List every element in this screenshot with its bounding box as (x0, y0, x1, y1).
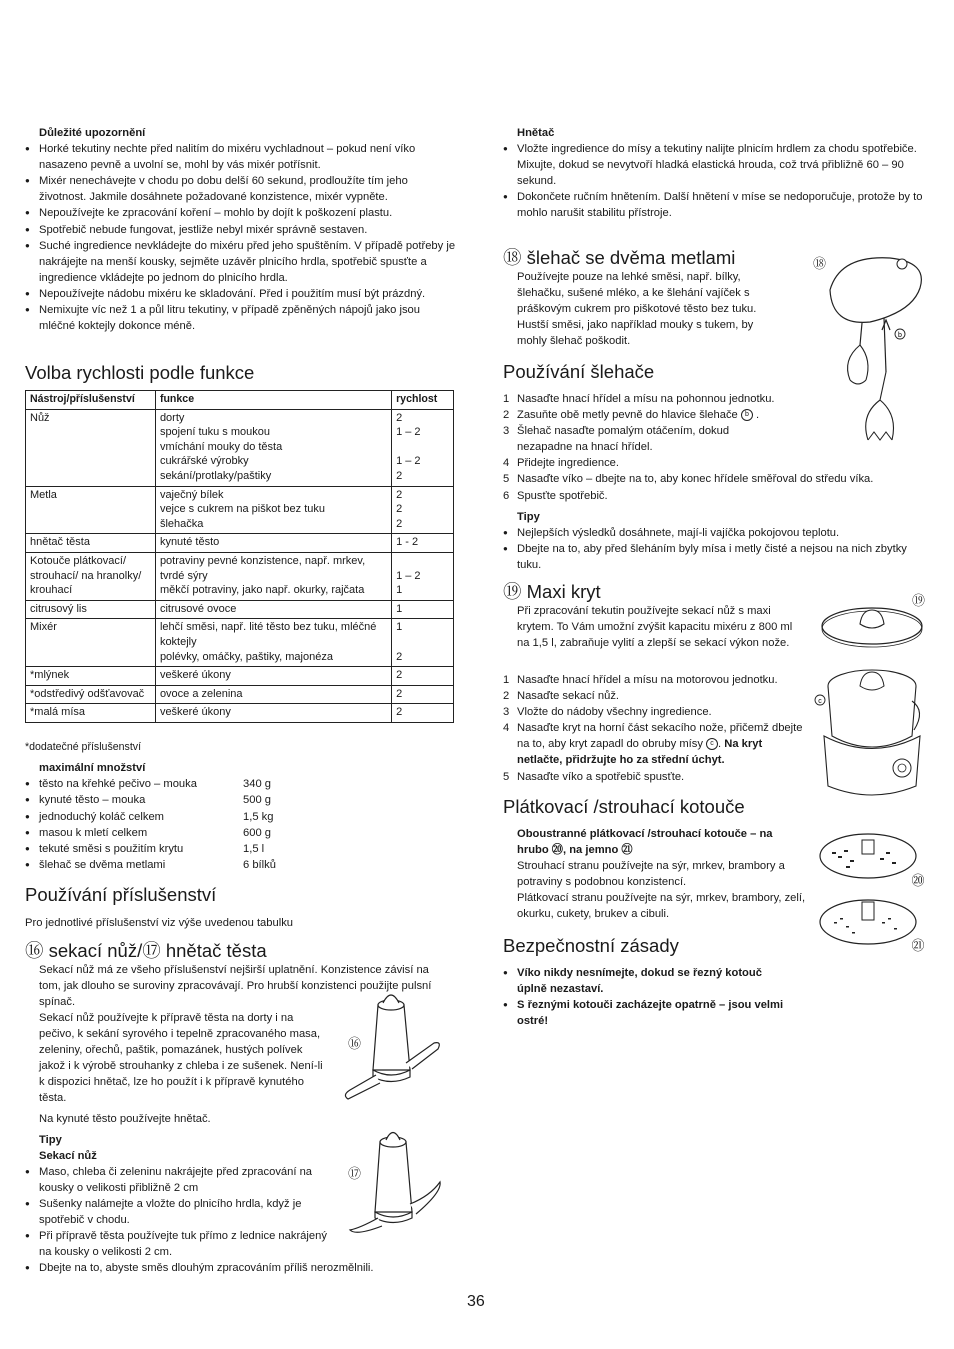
dough-tool-illustration (342, 1122, 447, 1242)
table-row (26, 704, 454, 723)
table-row (26, 486, 454, 534)
maxi-heading: ⑲ Maxi kryt (503, 581, 601, 602)
table-row (26, 534, 454, 553)
step-item: 4 Nasaďte kryt na horní část sekacího nože, přičemž dbejte na to, aby kryt zapadl do obruby mísy c . Na kryt netlačte, přidržujte ho za střední úchyt. (503, 722, 803, 767)
step-item: 5 Nasaďte víko a spotřebič spusťte. (503, 770, 685, 783)
max-value: 1,5 l (243, 842, 265, 855)
table-cell: 2 (392, 667, 454, 686)
page-number: 36 (467, 1293, 485, 1310)
whisk-use-heading: Používání šlehače (503, 361, 655, 382)
knife-p1: Sekací nůž má ze všeho příslušenství nejširší uplatnění. Konzistence závisí na tom, jak dlouho se suroviny zpracovávají. Pro hrubší konzistenci použijte pulsní spínač. (39, 964, 432, 1009)
table-cell: 1 – 2 1 (392, 552, 454, 600)
tip-item: ● Dbejte na to, aby před šleháním byly mísa i metly čisté a nejsou na nich zbytky tuku. (503, 541, 908, 573)
table-cell: potraviny pevné konzistence, např. mrkev, tvrdé sýry měkčí potraviny, jako např. okurky, rajčata (155, 552, 391, 600)
label-17: ⑰ (348, 1166, 362, 1181)
maxi-text: Při zpracování tekutin používejte sekací nůž s maxi krytem. To Vám umožní zvýšit kapacitu mixéru z 800 ml na 1,5 l, zabraňuje vylití a zlepší se sekací výkon nože. (517, 605, 793, 650)
step-item: 5 Nasaďte víko – dbejte na to, aby konec hřídele směřoval do středu víka. (503, 473, 874, 486)
max-value: 500 g (243, 794, 271, 807)
accessories-intro: Pro jednotlivé příslušenství viz výše uvedenou tabulku (25, 917, 294, 929)
speed-heading: Volba rychlosti podle funkce (25, 362, 255, 383)
step-item: 2 Nasaďte sekací nůž. (503, 690, 620, 703)
table-cell: hnětač těsta (26, 534, 156, 553)
step-text: Spusťte spotřebič. (517, 489, 608, 502)
max-value: 340 g (243, 778, 271, 791)
table-header: Nástroj/příslušenství (26, 391, 156, 410)
warning-item: ● Suché ingredience nevkládejte do mixéru před jeho spuštěním. V případě potřeby je nakrájejte na menší kousky, sejměte uzávěr plnicího hrdla, spotřebič spusťte a ingredience vkládejte po jednom do plnicího hrdla. (25, 238, 457, 286)
step-text: Nasaďte kryt na horní část sekacího nože, přičemž dbejte na to, aby kryt zapadl do obruby mísy (517, 722, 803, 751)
max-quantities (25, 760, 345, 873)
step-text: Zasuňte obě metly pevně do hlavice šlehače (517, 409, 738, 422)
safety-list (503, 965, 793, 1029)
label-20: ⑳ (911, 874, 925, 889)
tips-title: Tipy (39, 1134, 62, 1146)
table-row (26, 667, 454, 686)
step-item: 1 Nasaďte hnací hřídel a mísu na pohonnou jednotku. (503, 393, 775, 405)
table-row (26, 600, 454, 619)
kneader-extra: Mixujte, dokud se nevytvoří hladká elastická hrouda, což trvá přibližně 60 – 90 sekund. (517, 159, 904, 188)
kneader-title: Hnětač (517, 127, 555, 139)
ref-c: c (706, 738, 718, 750)
list-item (25, 792, 345, 808)
label-16: ⑯ (348, 1036, 362, 1051)
max-label: šlehač se dvěma metlami (39, 859, 166, 872)
step-item: 1 Nasaďte hnací hřídel a mísu na motorovou jednotku. (503, 674, 778, 686)
table-cell: veškeré úkony (155, 704, 391, 723)
list-item (25, 857, 345, 873)
chopping-knife-illustration (338, 985, 448, 1115)
step-text: Vložte do nádoby všechny ingredience. (517, 706, 712, 719)
discs-title: Oboustranné plátkovací /strouhací kotouče – na hrubo ⑳, na jemno ㉑ (517, 828, 773, 857)
table-cell: *malá mísa (26, 704, 156, 723)
max-label: masou k mletí celkem (39, 826, 148, 839)
step-text: Nasaďte víko a spotřebič spusťte. (517, 770, 685, 783)
max-value: 600 g (243, 826, 271, 839)
list-item (25, 809, 345, 825)
table-cell: Kotouče plátkovací/ strouhací/ na hranolky/ krouhací (26, 552, 156, 600)
knife-heading: ⑯ sekací nůž/⑰ hnětač těsta (25, 940, 267, 961)
table-cell: 2 1 – 2 1 – 2 2 (392, 409, 454, 486)
step-text: Nasaďte víko – dbejte na to, aby konec hřídele směřoval do středu víka. (517, 473, 874, 486)
tip-item: ● Při přípravě těsta používejte tuk přímo z lednice nakrájený na kousky o velikosti 2 cm. (25, 1228, 330, 1260)
max-label: těsto na křehké pečivo – mouka (39, 778, 197, 791)
maxi-steps (503, 672, 803, 785)
max-label: tekuté směsi s použitím krytu (39, 842, 184, 855)
max-value: 6 bílků (243, 859, 276, 872)
step-item: 3 Vložte do nádoby všechny ingredience. (503, 706, 712, 719)
tips-subtitle: Sekací nůž (39, 1150, 97, 1162)
tip-item: ● Nejlepších výsledků dosáhnete, mají-li vajíčka pokojovou teplotu. (503, 525, 908, 541)
step-item: 6 Spusťte spotřebič. (503, 489, 608, 502)
table-cell: kynuté těsto (155, 534, 391, 553)
table-cell: 1 (392, 600, 454, 619)
list-item (25, 841, 345, 857)
table-row (26, 619, 454, 667)
knife-tips (25, 1164, 330, 1261)
tip-item: ● Maso, chleba či zeleninu nakrájejte před zpracování na kousky o velikosti přibližně 2 cm (25, 1164, 330, 1196)
warnings-section (25, 125, 457, 334)
kneader-item: ● Vložte ingredience do mísy a tekutiny nalijte plnicím hrdlem za chodu spotřebiče. (503, 141, 931, 157)
warning-item: ● Spotřebič nebude fungovat, jestliže nebyl mixér správně sestaven. (25, 222, 457, 238)
table-cell: vaječný bílek vejce s cukrem na piškot bez tuku šlehačka (155, 486, 391, 534)
max-label: jednoduchý koláč celkem (39, 810, 164, 823)
warning-item: ● Nepoužívejte nádobu mixéru ke skladování. Před i použitím musí být prázdný. (25, 286, 457, 302)
tip-item: ● Dbejte na to, abyste směs dlouhým zpracováním příliš nerozmělnili. (25, 1260, 445, 1276)
table-cell: citrusový lis (26, 600, 156, 619)
table-row (26, 552, 454, 600)
max-title: maximální množství (39, 762, 146, 774)
label-19: ⑲ (912, 593, 926, 608)
step-text: Šlehač nasaďte pomalým otáčením, dokud nezapadne na hnací hřídel. (517, 425, 730, 454)
table-header: rychlost (392, 391, 454, 410)
label-21: ㉑ (911, 939, 925, 954)
table-cell: 2 2 2 (392, 486, 454, 534)
step-text: Nasaďte sekací nůž. (517, 690, 620, 703)
step-item: 2 Zasuňte obě metly pevně do hlavice šlehače b . (503, 409, 760, 422)
warnings-title: Důležité upozornění (39, 127, 146, 139)
list-item (25, 776, 345, 792)
whisk-use-steps (503, 391, 923, 504)
table-cell: Nůž (26, 409, 156, 486)
whisk-tips (503, 525, 908, 573)
kneader-section (503, 125, 931, 222)
safety-item: ● Víko nikdy nesnímejte, dokud se řezný kotouč úplně nezastaví. (503, 965, 793, 997)
discs-heading: Plátkovací /strouhací kotouče (503, 796, 745, 817)
safety-item: ● S řeznými kotouči zacházejte opatrně – jsou velmi ostré! (503, 997, 793, 1029)
maxi-cover-illustration (810, 596, 934, 806)
table-cell: citrusové ovoce (155, 600, 391, 619)
table-cell: dorty spojení tuku s moukou vmíchání mouky do těsta cukrářské výrobky sekání/protlaky/paštiky (155, 409, 391, 486)
accessories-heading: Používání příslušenství (25, 884, 217, 905)
whisk-text: Používejte pouze na lehké směsi, např. bílky, šlehačku, sušené mléko, a ke šlehání vajíček s práškovým cukrem pro piškotové těsto bez tuku. Hustší směsi, jako například mouky s tukem, by mohly šlehač poškodit. (517, 271, 757, 348)
discs-illustration (816, 822, 931, 958)
step-text: Nasaďte hnací hřídel a mísu na motorovou jednotku. (517, 674, 778, 686)
table-cell: lehčí směsi, např. lité těsto bez tuku, mléčné koktejly polévky, omáčky, paštiky, majonéza (155, 619, 391, 667)
max-value: 1,5 kg (243, 810, 274, 823)
table-cell: Mixér (26, 619, 156, 667)
whisk-tips-title: Tipy (517, 511, 540, 523)
table-header: funkce (155, 391, 391, 410)
label-18: ⑱ (813, 256, 827, 271)
knife-p3: Na kynuté těsto používejte hnětač. (39, 1113, 211, 1125)
step-text: Přidejte ingredience. (517, 457, 619, 470)
tip-item: ● Sušenky nalámejte a vložte do plnicího hrdla, když je spotřebič v chodu. (25, 1196, 330, 1228)
max-label: kynuté těsto – mouka (39, 794, 146, 807)
warning-item: ● Nepoužívejte ke zpracování koření – mohlo by dojít k poškození plastu. (25, 205, 457, 221)
step-item: 3 Šlehač nasaďte pomalým otáčením, dokud nezapadne na hnací hřídel. (503, 425, 730, 454)
table-cell: 1 2 (392, 619, 454, 667)
maxi-c-label: c (818, 698, 822, 705)
table-row (26, 685, 454, 704)
knife-p2: Sekací nůž používejte k přípravě těsta na dorty i na pečivo, k sekání syrového i tepelně zpracovaného masa, zeleniny, ořechů, paštik, pomazánek, hustých polívek jakož i k výrobě strouhanky z chleba i ze sušenek. Není-li k dispozici hnětač, lze ho použít i k přípravě kynutého těsta. (39, 1012, 323, 1105)
table-cell: 1 - 2 (392, 534, 454, 553)
whisk-heading: ⑱ šlehač se dvěma metlami (503, 247, 736, 268)
safety-heading: Bezpečnostní zásady (503, 935, 679, 956)
discs-p2: Plátkovací stranu používejte na sýr, mrkev, brambory, zelí, okurku, cukety, brukev a cibuli. (517, 892, 806, 921)
ref-b: b (741, 409, 753, 421)
table-cell: *odstředivý odšťavovač (26, 685, 156, 704)
table-cell: veškeré úkony (155, 667, 391, 686)
table-cell: 2 (392, 704, 454, 723)
whisk-b-label: b (898, 332, 902, 339)
table-row (26, 409, 454, 486)
table-footnote: *dodatečné příslušenství (25, 741, 142, 753)
list-item (25, 825, 345, 841)
speed-table (25, 390, 454, 723)
step-text: Nasaďte hnací hřídel a mísu na pohonnou jednotku. (517, 393, 775, 405)
table-cell: Metla (26, 486, 156, 534)
knife-tips-last (25, 1260, 445, 1276)
table-header-row (26, 391, 454, 410)
discs-p1: Strouhací stranu používejte na sýr, mrkev, brambory a potraviny s podobnou konzistencí. (517, 860, 785, 889)
warning-item: ● Horké tekutiny nechte před nalitím do mixéru vychladnout – pokud není víko nasazeno pevně a uvolní se, mohl by vás mixér potřísnit. (25, 141, 457, 173)
kneader-item: ● Dokončete ručním hnětením. Další hnětení v míse se nedoporučuje, protože by to mohlo narušit stabilitu přístroje. (503, 189, 931, 221)
warning-item: ● Nemixujte víc než 1 a půl litru tekutiny, v případě zpěněných nápojů jako jsou mléčné koktejly dokonce méně. (25, 302, 457, 334)
table-cell: ovoce a zelenina (155, 685, 391, 704)
step-item: 4 Přidejte ingredience. (503, 457, 619, 470)
table-cell: *mlýnek (26, 667, 156, 686)
warning-item: ● Mixér nenechávejte v chodu po dobu delší 60 sekund, prodloužíte tím jeho životnost. Jakmile dosáhnete požadované konzistence, mixér vypněte. (25, 173, 457, 205)
step-warning: Na kryt netlačte, přidržujte ho za střední úchyt. (517, 738, 763, 767)
table-cell: 2 (392, 685, 454, 704)
